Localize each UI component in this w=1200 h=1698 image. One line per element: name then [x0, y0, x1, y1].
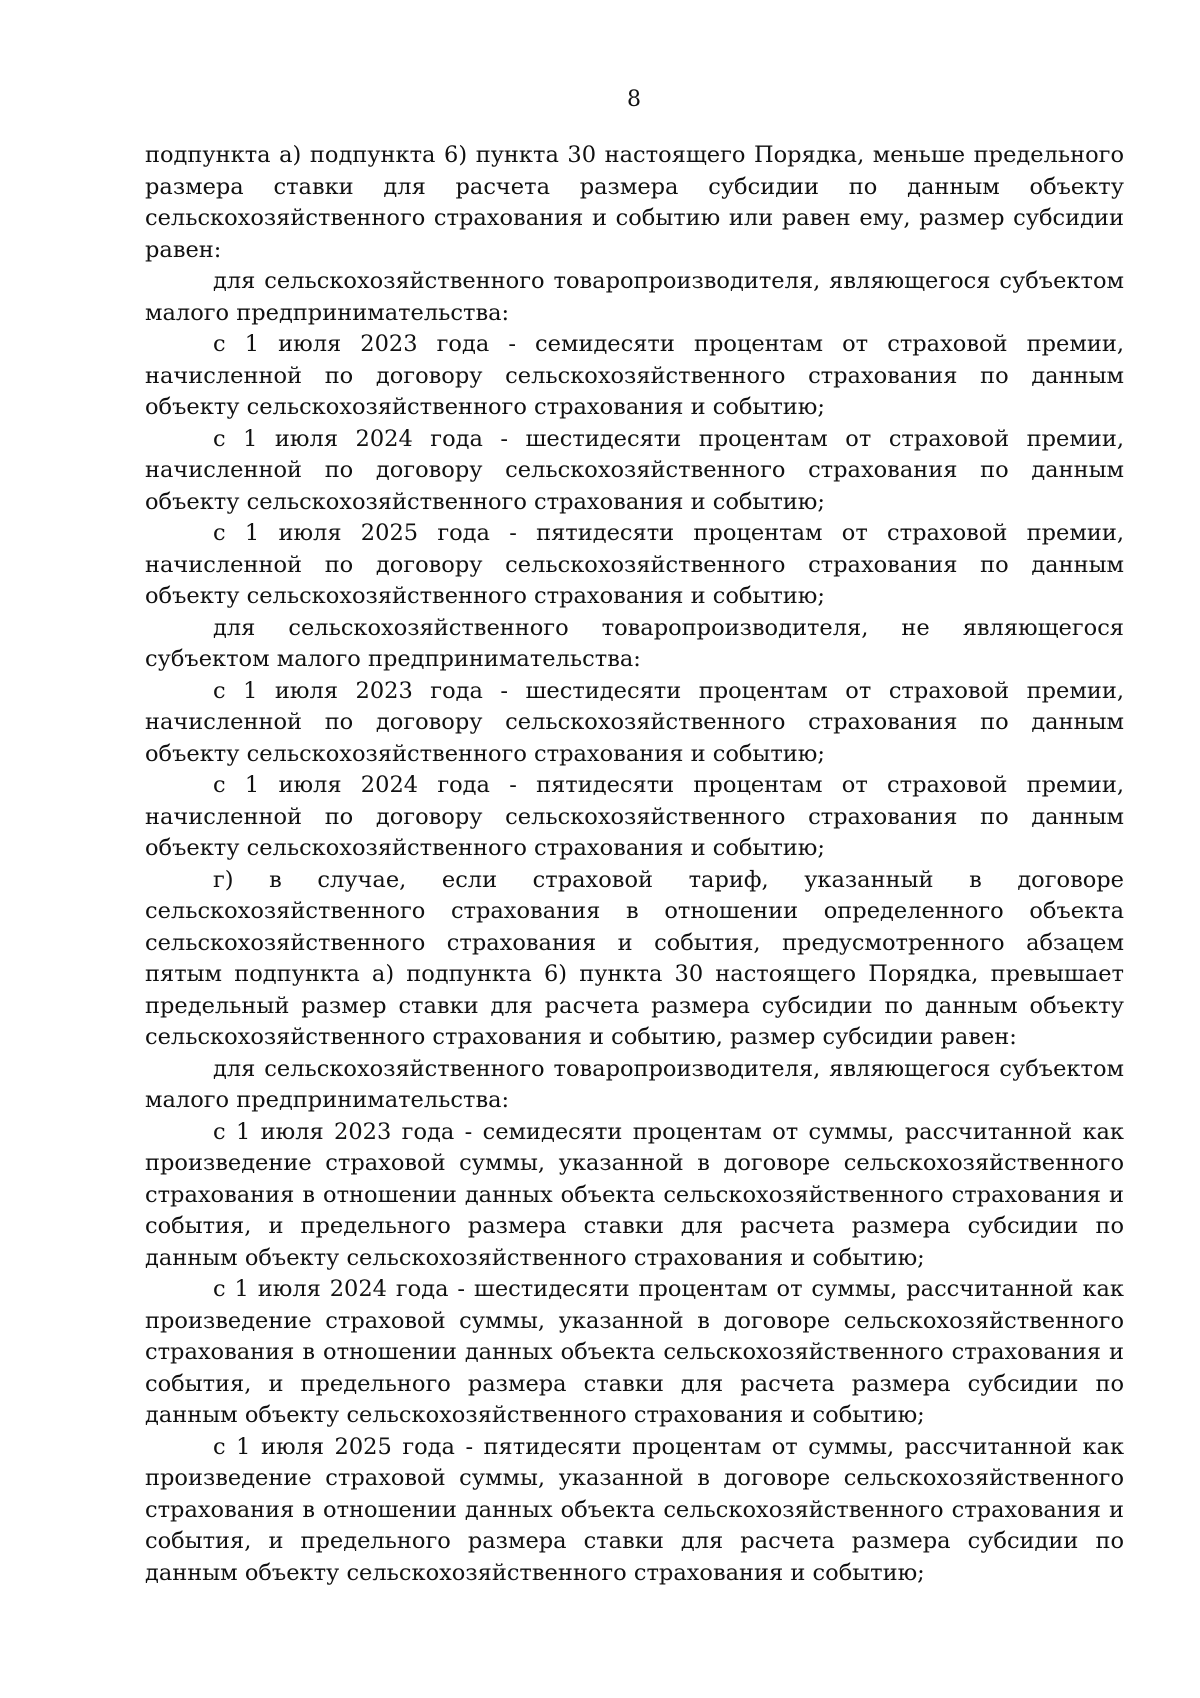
paragraph-small-business-heading: для сельскохозяйственного товаропроизводителя, являющегося субъектом малого предпринимательства: [145, 268, 1124, 326]
paragraph-2024-rate: с 1 июля 2024 года - шестидесяти процентам от страховой премии, начисленной по договору сельскохозяйственного страхования по данным объекту сельскохозяйственного страхования и событию; [145, 425, 1124, 515]
page-number: 8 [627, 87, 641, 112]
paragraph-small-business-heading-2: для сельскохозяйственного товаропроизводителя, являющегося субъектом малого предпринимательства: [145, 1055, 1124, 1113]
paragraph-sum-2024-rate: с 1 июля 2024 года - шестидесяти процентам от суммы, рассчитанной как произведение страховой суммы, указанной в договоре сельскохозяйственного страхования в отношении данных объекта сельскохозяйственного страхования и события, и предельного размера ставки для расчета размера субсидии по данным объекту сельскохозяйственного страхования и событию; [145, 1276, 1124, 1428]
paragraph-subitem-g: г) в случае, если страховой тариф, указанный в договоре сельскохозяйственного страхования в отношении определенного объекта сельскохозяйственного страхования и события, предусмотренного абзацем пятым подпункта а) подпункта 6) пункта 30 настоящего Порядка, превышает предельный размер ставки для расчета размера субсидии по данным объекту сельскохозяйственного страхования и событию, размер субсидии равен: [145, 866, 1124, 1050]
paragraph-non-small-2023-rate: с 1 июля 2023 года - шестидесяти процентам от страховой премии, начисленной по договору сельскохозяйственного страхования по данным объекту сельскохозяйственного страхования и событию; [145, 677, 1124, 767]
paragraph-sum-2023-rate: с 1 июля 2023 года - семидесяти процентам от суммы, рассчитанной как произведение страховой суммы, указанной в договоре сельскохозяйственного страхования в отношении данных объекта сельскохозяйственного страхования и события, и предельного размера ставки для расчета размера субсидии по данным объекту сельскохозяйственного страхования и событию; [145, 1118, 1124, 1271]
paragraph-sum-2025-rate: с 1 июля 2025 года - пятидесяти процентам от суммы, рассчитанной как произведение страховой суммы, указанной в договоре сельскохозяйственного страхования в отношении данных объекта сельскохозяйственного страхования и события, и предельного размера ставки для расчета размера субсидии по данным объекту сельскохозяйственного страхования и событию; [145, 1433, 1124, 1586]
paragraph-non-small-business-heading: для сельскохозяйственного товаропроизводителя, не являющегося субъектом малого предпринимательства: [145, 614, 1124, 672]
document-body [145, 140, 1124, 1589]
paragraph-2025-rate: с 1 июля 2025 года - пятидесяти процентам от страховой премии, начисленной по договору сельскохозяйственного страхования по данным объекту сельскохозяйственного страхования и событию; [145, 520, 1124, 609]
paragraph-non-small-2024-rate: с 1 июля 2024 года - пятидесяти процентам от страховой премии, начисленной по договору сельскохозяйственного страхования по данным объекту сельскохозяйственного страхования и событию; [145, 772, 1124, 861]
paragraph-continuation: подпункта а) подпункта 6) пункта 30 настоящего Порядка, меньше предельного размера ставки для расчета размера субсидии по данным объекту сельскохозяйственного страхования и событию или равен ему, размер субсидии равен: [145, 142, 1124, 263]
paragraph-2023-rate: с 1 июля 2023 года - семидесяти процентам от страховой премии, начисленной по договору сельскохозяйственного страхования по данным объекту сельскохозяйственного страхования и событию; [145, 331, 1124, 420]
